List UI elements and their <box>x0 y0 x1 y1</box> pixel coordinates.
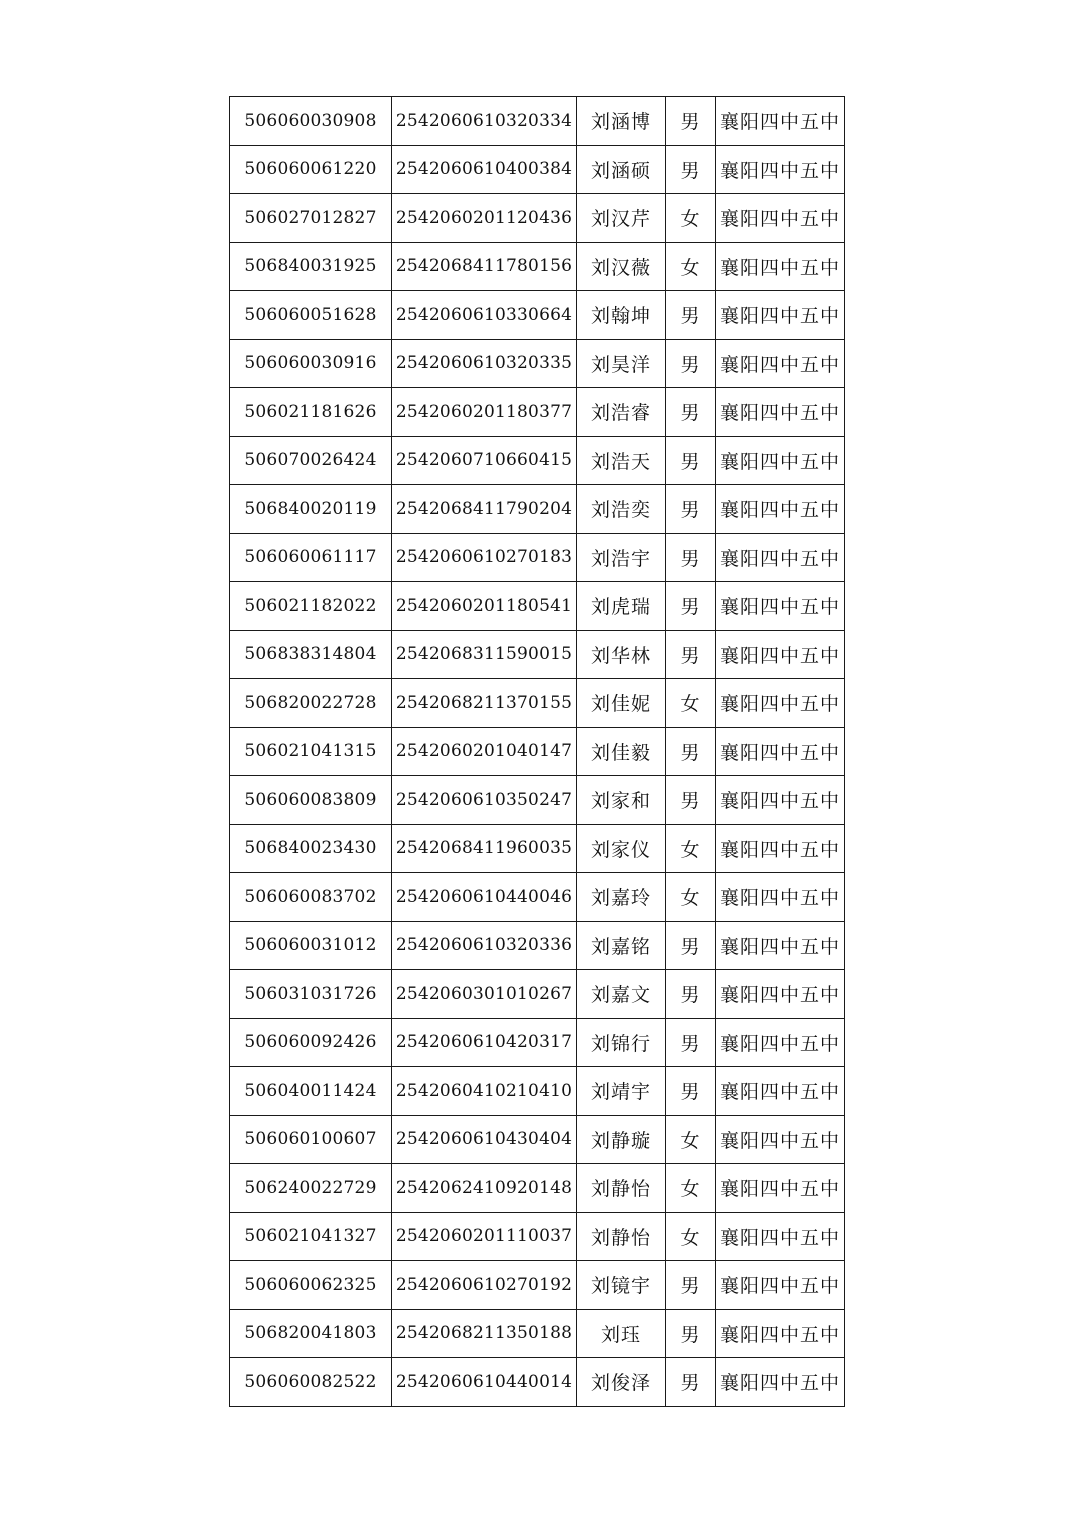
table-row <box>230 1309 845 1358</box>
exam-number-cell: 506060082522 <box>230 1358 392 1407</box>
table-row <box>230 388 845 437</box>
exam-number-cell: 506021041327 <box>230 1212 392 1261</box>
registration-number-cell: 2542068211370155 <box>392 679 577 728</box>
school-cell: 襄阳四中五中 <box>716 727 845 776</box>
school-cell: 襄阳四中五中 <box>716 194 845 243</box>
exam-number-cell: 506060100607 <box>230 1115 392 1164</box>
student-name-cell: 刘汉芹 <box>577 194 666 243</box>
gender-cell: 女 <box>666 1164 716 1213</box>
registration-number-cell: 2542060201040147 <box>392 727 577 776</box>
exam-number-cell: 506060061117 <box>230 533 392 582</box>
registration-number-cell: 2542060710660415 <box>392 436 577 485</box>
exam-number-cell: 506838314804 <box>230 630 392 679</box>
student-name-cell: 刘静璇 <box>577 1115 666 1164</box>
school-cell: 襄阳四中五中 <box>716 1358 845 1407</box>
school-cell: 襄阳四中五中 <box>716 679 845 728</box>
school-cell: 襄阳四中五中 <box>716 291 845 340</box>
exam-number-cell: 506060061220 <box>230 145 392 194</box>
gender-cell: 男 <box>666 1358 716 1407</box>
student-name-cell: 刘虎瑞 <box>577 582 666 631</box>
school-cell: 襄阳四中五中 <box>716 1164 845 1213</box>
gender-cell: 男 <box>666 776 716 825</box>
registration-number-cell: 2542060610270192 <box>392 1261 577 1310</box>
table-row <box>230 727 845 776</box>
registration-number-cell: 2542060610320334 <box>392 97 577 146</box>
table-row <box>230 533 845 582</box>
table-row <box>230 1212 845 1261</box>
school-cell: 襄阳四中五中 <box>716 145 845 194</box>
school-cell: 襄阳四中五中 <box>716 1212 845 1261</box>
gender-cell: 女 <box>666 824 716 873</box>
table-row <box>230 1261 845 1310</box>
gender-cell: 女 <box>666 1212 716 1261</box>
student-name-cell: 刘涵硕 <box>577 145 666 194</box>
gender-cell: 女 <box>666 873 716 922</box>
exam-number-cell: 506070026424 <box>230 436 392 485</box>
table-row <box>230 1018 845 1067</box>
school-cell: 襄阳四中五中 <box>716 339 845 388</box>
student-name-cell: 刘嘉铭 <box>577 921 666 970</box>
student-name-cell: 刘浩睿 <box>577 388 666 437</box>
school-cell: 襄阳四中五中 <box>716 776 845 825</box>
table-row <box>230 194 845 243</box>
table-row <box>230 436 845 485</box>
registration-number-cell: 2542062410920148 <box>392 1164 577 1213</box>
school-cell: 襄阳四中五中 <box>716 388 845 437</box>
school-cell: 襄阳四中五中 <box>716 970 845 1019</box>
table-row <box>230 824 845 873</box>
exam-number-cell: 506021182022 <box>230 582 392 631</box>
gender-cell: 女 <box>666 679 716 728</box>
exam-number-cell: 506031031726 <box>230 970 392 1019</box>
exam-number-cell: 506040011424 <box>230 1067 392 1116</box>
registration-number-cell: 2542060610430404 <box>392 1115 577 1164</box>
exam-number-cell: 506820041803 <box>230 1309 392 1358</box>
table-row <box>230 1164 845 1213</box>
table-row <box>230 291 845 340</box>
student-name-cell: 刘靖宇 <box>577 1067 666 1116</box>
student-name-cell: 刘涵博 <box>577 97 666 146</box>
student-name-cell: 刘镜宇 <box>577 1261 666 1310</box>
student-name-cell: 刘浩天 <box>577 436 666 485</box>
table-row <box>230 630 845 679</box>
school-cell: 襄阳四中五中 <box>716 873 845 922</box>
gender-cell: 男 <box>666 921 716 970</box>
gender-cell: 男 <box>666 1261 716 1310</box>
gender-cell: 男 <box>666 436 716 485</box>
exam-number-cell: 506060062325 <box>230 1261 392 1310</box>
student-list-table <box>229 96 845 1407</box>
school-cell: 襄阳四中五中 <box>716 1115 845 1164</box>
exam-number-cell: 506027012827 <box>230 194 392 243</box>
exam-number-cell: 506840023430 <box>230 824 392 873</box>
registration-number-cell: 2542068411960035 <box>392 824 577 873</box>
school-cell: 襄阳四中五中 <box>716 436 845 485</box>
table-row <box>230 873 845 922</box>
student-name-cell: 刘静怡 <box>577 1164 666 1213</box>
gender-cell: 男 <box>666 582 716 631</box>
exam-number-cell: 506060030908 <box>230 97 392 146</box>
gender-cell: 女 <box>666 242 716 291</box>
table-row <box>230 485 845 534</box>
registration-number-cell: 2542068311590015 <box>392 630 577 679</box>
table-row <box>230 339 845 388</box>
student-name-cell: 刘翰坤 <box>577 291 666 340</box>
table-row <box>230 242 845 291</box>
student-name-cell: 刘华林 <box>577 630 666 679</box>
school-cell: 襄阳四中五中 <box>716 1309 845 1358</box>
table-row <box>230 776 845 825</box>
gender-cell: 男 <box>666 485 716 534</box>
gender-cell: 女 <box>666 194 716 243</box>
school-cell: 襄阳四中五中 <box>716 1018 845 1067</box>
school-cell: 襄阳四中五中 <box>716 97 845 146</box>
registration-number-cell: 2542060610400384 <box>392 145 577 194</box>
gender-cell: 男 <box>666 97 716 146</box>
table-row <box>230 921 845 970</box>
exam-number-cell: 506240022729 <box>230 1164 392 1213</box>
student-name-cell: 刘佳毅 <box>577 727 666 776</box>
table-row <box>230 145 845 194</box>
registration-number-cell: 2542060610330664 <box>392 291 577 340</box>
gender-cell: 男 <box>666 1018 716 1067</box>
exam-number-cell: 506060031012 <box>230 921 392 970</box>
registration-number-cell: 2542060410210410 <box>392 1067 577 1116</box>
exam-number-cell: 506060083809 <box>230 776 392 825</box>
gender-cell: 女 <box>666 1115 716 1164</box>
gender-cell: 男 <box>666 339 716 388</box>
registration-number-cell: 2542060201120436 <box>392 194 577 243</box>
table-row <box>230 1358 845 1407</box>
exam-number-cell: 506840020119 <box>230 485 392 534</box>
registration-number-cell: 2542060201110037 <box>392 1212 577 1261</box>
gender-cell: 男 <box>666 1309 716 1358</box>
school-cell: 襄阳四中五中 <box>716 533 845 582</box>
gender-cell: 男 <box>666 630 716 679</box>
student-name-cell: 刘家仪 <box>577 824 666 873</box>
table-row <box>230 97 845 146</box>
student-name-cell: 刘嘉文 <box>577 970 666 1019</box>
school-cell: 襄阳四中五中 <box>716 1067 845 1116</box>
gender-cell: 男 <box>666 970 716 1019</box>
registration-number-cell: 2542068411790204 <box>392 485 577 534</box>
student-name-cell: 刘锦行 <box>577 1018 666 1067</box>
exam-number-cell: 506060092426 <box>230 1018 392 1067</box>
student-name-cell: 刘佳妮 <box>577 679 666 728</box>
gender-cell: 男 <box>666 727 716 776</box>
student-name-cell: 刘浩奕 <box>577 485 666 534</box>
registration-number-cell: 2542068211350188 <box>392 1309 577 1358</box>
student-name-cell: 刘浩宇 <box>577 533 666 582</box>
registration-number-cell: 2542060201180541 <box>392 582 577 631</box>
exam-number-cell: 506060051628 <box>230 291 392 340</box>
registration-number-cell: 2542060610350247 <box>392 776 577 825</box>
gender-cell: 男 <box>666 1067 716 1116</box>
gender-cell: 男 <box>666 145 716 194</box>
exam-number-cell: 506021181626 <box>230 388 392 437</box>
school-cell: 襄阳四中五中 <box>716 921 845 970</box>
gender-cell: 男 <box>666 533 716 582</box>
school-cell: 襄阳四中五中 <box>716 1261 845 1310</box>
gender-cell: 男 <box>666 291 716 340</box>
table-row <box>230 1115 845 1164</box>
school-cell: 襄阳四中五中 <box>716 630 845 679</box>
registration-number-cell: 2542060610420317 <box>392 1018 577 1067</box>
school-cell: 襄阳四中五中 <box>716 485 845 534</box>
student-name-cell: 刘汉薇 <box>577 242 666 291</box>
exam-number-cell: 506060083702 <box>230 873 392 922</box>
table-row <box>230 1067 845 1116</box>
registration-number-cell: 2542060201180377 <box>392 388 577 437</box>
registration-number-cell: 2542060610270183 <box>392 533 577 582</box>
exam-number-cell: 506060030916 <box>230 339 392 388</box>
exam-number-cell: 506840031925 <box>230 242 392 291</box>
student-name-cell: 刘家和 <box>577 776 666 825</box>
exam-number-cell: 506820022728 <box>230 679 392 728</box>
gender-cell: 男 <box>666 388 716 437</box>
table-row <box>230 679 845 728</box>
student-name-cell: 刘嘉玲 <box>577 873 666 922</box>
school-cell: 襄阳四中五中 <box>716 582 845 631</box>
registration-number-cell: 2542060301010267 <box>392 970 577 1019</box>
registration-number-cell: 2542060610440014 <box>392 1358 577 1407</box>
registration-number-cell: 2542060610320336 <box>392 921 577 970</box>
student-name-cell: 刘俊泽 <box>577 1358 666 1407</box>
student-name-cell: 刘珏 <box>577 1309 666 1358</box>
registration-number-cell: 2542060610320335 <box>392 339 577 388</box>
school-cell: 襄阳四中五中 <box>716 824 845 873</box>
table-row <box>230 970 845 1019</box>
table-row <box>230 582 845 631</box>
registration-number-cell: 2542060610440046 <box>392 873 577 922</box>
student-name-cell: 刘昊洋 <box>577 339 666 388</box>
exam-number-cell: 506021041315 <box>230 727 392 776</box>
school-cell: 襄阳四中五中 <box>716 242 845 291</box>
student-list-body <box>230 97 845 1407</box>
student-name-cell: 刘静怡 <box>577 1212 666 1261</box>
registration-number-cell: 2542068411780156 <box>392 242 577 291</box>
